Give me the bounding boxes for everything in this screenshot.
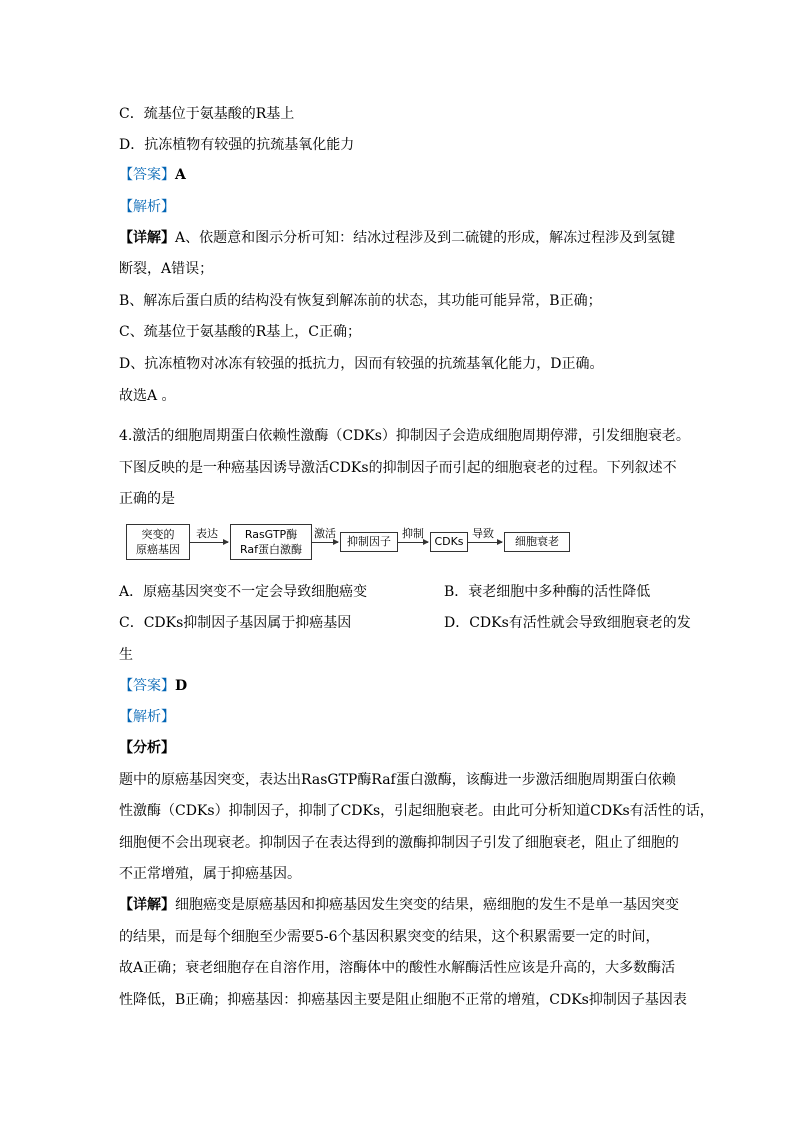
fenxi-line-2: 细胞便不会出现衰老。抑制因子在表达得到的激酶抑制因子引发了细胞衰老，阻止了细胞的 <box>119 835 679 851</box>
arrow-inhibit <box>398 542 428 543</box>
option-a: A．原癌基因突变不一定会导致细胞癌变 <box>119 584 368 600</box>
detail-line-2: 故A正确；衰老细胞存在自溶作用，溶酶体中的酸性水解酶活性应该是升高的，大多数酶活 <box>119 960 676 976</box>
option-c: C．CDKs抑制因子基因属于抑癌基因 <box>119 615 352 631</box>
fenxi-line-0: 题中的原癌基因突变，表达出RasGTP酶Raf蛋白激酶，该酶进一步激活细胞周期蛋白依赖 <box>119 772 676 788</box>
arrow-label-inhibit: 抑制 <box>402 527 424 540</box>
analysis-label: 【解析】 <box>119 199 175 215</box>
fenxi-line-3: 不正常增殖，属于抑癌基因。 <box>119 866 301 882</box>
arrow-label-cause: 导致 <box>472 527 494 540</box>
answer-label: 【答案】 <box>119 678 175 694</box>
box-rasgtp-raf: RasGTP酶 Raf蛋白激酶 <box>230 524 312 560</box>
detail-line-5: 故选A 。 <box>119 388 176 404</box>
detail-line-1: 的结果，而是每个细胞至少需要5-6个基因积累突变的结果，这个积累需要一定的时间， <box>119 929 660 945</box>
option-b: B．衰老细胞中多种酶的活性降低 <box>444 584 651 600</box>
detail-label: 【详解】 <box>119 897 175 913</box>
option-c: C．巯基位于氨基酸的R基上 <box>119 106 295 122</box>
fenxi-label: 【分析】 <box>119 740 175 756</box>
answer-line <box>119 676 187 696</box>
detail-line-1: 断裂，A错误； <box>119 261 214 277</box>
flowchart <box>122 522 582 566</box>
answer-line <box>119 165 186 185</box>
option-d-continued: 生 <box>119 647 133 663</box>
box-cdks: CDKs <box>430 532 468 552</box>
detail-line-4: D、抗冻植物对冰冻有较强的抵抗力，因而有较强的抗巯基氧化能力，D正确。 <box>119 356 604 372</box>
answer-value: D <box>175 678 188 694</box>
box-inhibitor: 抑制因子 <box>340 532 398 552</box>
question-stem-0: 4.激活的细胞周期蛋白依赖性激酶（CDKs）抑制因子会造成细胞周期停滞，引发细胞衰老。 <box>119 428 690 444</box>
detail-line-2: B、解冻后蛋白质的结构没有恢复到解冻前的状态，其功能可能异常，B正确； <box>119 293 602 309</box>
detail-label: 【详解】 <box>119 230 175 246</box>
option-d: D．CDKs有活性就会导致细胞衰老的发 <box>444 615 691 631</box>
question-stem-2: 正确的是 <box>119 491 175 507</box>
analysis-label: 【解析】 <box>119 709 175 725</box>
arrow-label-express: 表达 <box>196 527 218 540</box>
option-d: D．抗冻植物有较强的抗巯基氧化能力 <box>119 137 355 153</box>
arrow-label-activate: 激活 <box>314 527 336 540</box>
question-stem-1: 下图反映的是一种癌基因诱导激活CDKs的抑制因子而引起的细胞衰老的过程。下列叙述不 <box>119 460 677 476</box>
detail-line-0: 【详解】细胞癌变是原癌基因和抑癌基因发生突变的结果，癌细胞的发生不是单一基因突变 <box>119 897 679 913</box>
box-cell-aging: 细胞衰老 <box>504 532 570 552</box>
fenxi-line-1: 性激酶（CDKs）抑制因子，抑制了CDKs，引起细胞衰老。由此可分析知道CDKs有活性的话， <box>119 803 714 819</box>
detail-line-0: 【详解】A、依题意和图示分析可知：结冰过程涉及到二硫键的形成，解冻过程涉及到氢键 <box>119 230 676 246</box>
arrow-cause <box>468 542 502 543</box>
answer-label: 【答案】 <box>119 167 175 183</box>
detail-line-3: 性降低，B正确；抑癌基因：抑癌基因主要是阻止细胞不正常的增殖，CDKs抑制因子基因表 <box>119 992 687 1008</box>
detail-line-3: C、巯基位于氨基酸的R基上，C正确； <box>119 324 361 340</box>
answer-value: A <box>175 167 186 183</box>
box-mutant-proto-oncogene: 突变的 原癌基因 <box>126 524 190 560</box>
arrow-express <box>190 542 228 543</box>
arrow-activate <box>312 542 338 543</box>
